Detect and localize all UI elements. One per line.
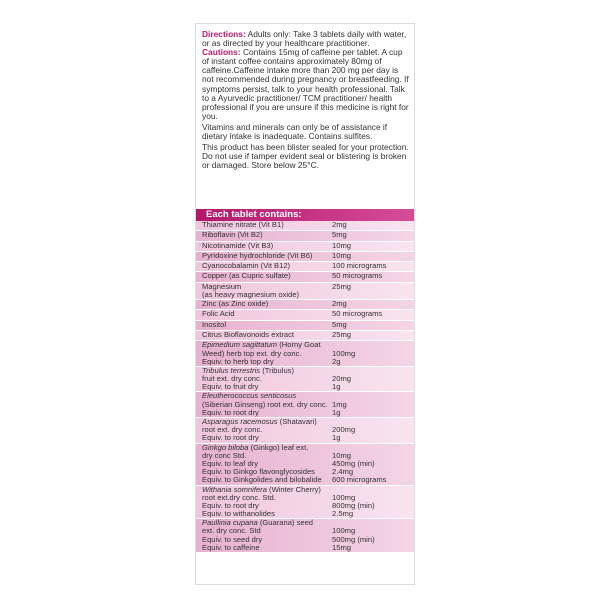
directions-label: Directions: xyxy=(202,29,246,39)
ingredient-line: ext. dry conc. Std xyxy=(202,526,261,536)
ingredient-name xyxy=(196,283,332,299)
amount-line: 200mg xyxy=(332,425,356,435)
table-row xyxy=(196,444,414,486)
amount-line: 1g xyxy=(332,407,341,417)
ingredient-line: Equiv. to root dry xyxy=(202,407,259,417)
ingredient-line: fruit ext. dry conc. xyxy=(202,374,262,384)
product-label-panel xyxy=(195,23,415,585)
amount-line: 450mg (min) xyxy=(332,458,375,468)
amount-line: 100mg xyxy=(332,348,356,358)
ingredient-line: Equiv. to withanolides xyxy=(202,509,275,519)
ingredient-line: Equiv. to Ginkgo flavonglycosides xyxy=(202,467,315,477)
ingredient-amount: 25mg xyxy=(332,330,351,340)
ingredient-line: dry conc Std. xyxy=(202,450,247,460)
ingredient-name: Riboflavin (Vit B2) xyxy=(202,230,263,240)
table-row xyxy=(196,367,414,393)
table-row xyxy=(196,418,414,444)
cautions-text: Contains 15mg of caffeine per tablet. A cup of instant coffee contains approximately 80mg of caffeine.Caffeine intake more than 200 mg per day is not recommended during pregnancy or breastfeeding. If symptoms persist, talk to your health professional. Talk to a Ayurvedic practitioner/ TCM practitioner/ health professional if you are unsure if this medicine is right for you. xyxy=(202,47,409,121)
common-name: (Shatavari) xyxy=(277,417,317,427)
ingredient-amount xyxy=(332,341,414,366)
ingredient-name: Copper (as Cupric sulfate) xyxy=(202,271,291,281)
amount-line: 500mg (min) xyxy=(332,534,375,544)
ingredient-name: Folic Acid xyxy=(202,309,235,319)
table-row xyxy=(196,392,414,418)
ingredient-line: Equiv. to fruit dry xyxy=(202,382,259,392)
ingredient-name xyxy=(196,392,332,417)
ingredient-amount xyxy=(332,418,414,443)
ingredients-table xyxy=(196,209,414,553)
ingredient-name: Nicotinamide (Vit B3) xyxy=(202,240,274,250)
common-name: (Ginkgo) leaf ext. xyxy=(248,442,309,452)
ingredient-amount xyxy=(332,367,414,392)
ingredient-name xyxy=(196,444,332,485)
ingredient-amount: 5mg xyxy=(332,319,347,329)
common-name: (Winter Cherry) xyxy=(266,484,321,494)
ingredient-line: Equiv. to leaf dry xyxy=(202,458,258,468)
latin-name: Tribulus terrestris xyxy=(202,365,261,375)
ingredient-amount xyxy=(332,444,414,485)
ingredient-amount xyxy=(332,392,414,417)
ingredient-line: Equiv. to caffeine xyxy=(202,542,260,552)
amount-line: 10mg xyxy=(332,450,351,460)
ingredient-name: Zinc (as Zinc oxide) xyxy=(202,299,269,309)
common-name: (Horny Goat xyxy=(277,340,321,350)
ingredient-amount: 25mg xyxy=(332,281,351,291)
table-header: Each tablet contains: xyxy=(196,209,414,221)
ingredient-name: Citrus Bioflavonoids extract xyxy=(202,330,295,340)
ingredient-amount: 50 micrograms xyxy=(332,271,383,281)
ingredient-name xyxy=(196,341,332,366)
ingredient-amount: 2mg xyxy=(332,220,347,229)
ingredient-name: Thiamine nitrate (Vit B1) xyxy=(202,220,284,229)
table-row xyxy=(196,486,414,520)
ingredient-amount: 10mg xyxy=(332,250,351,260)
amount-line: 1g xyxy=(332,433,341,443)
ingredient-line: (as heavy magnesium oxide) xyxy=(202,289,300,299)
directions-text: Adults only: Take 3 tablets daily with water, or as directed by your healthcare practitioner. xyxy=(202,29,407,49)
ingredient-amount: 50 micrograms xyxy=(332,309,383,319)
amount-line: 2.5mg xyxy=(332,509,354,519)
ingredient-line: Equiv. to Ginkgolides and bilobalide xyxy=(202,475,322,485)
ingredient-amount xyxy=(332,519,414,552)
table-row xyxy=(196,519,414,553)
ingredient-name: Inositol xyxy=(202,319,227,329)
ingredient-line: Equiv. to seed dry xyxy=(202,534,263,544)
ingredient-amount: 2mg xyxy=(332,299,347,309)
cautions-paragraph xyxy=(202,48,410,121)
ingredient-line: root ext. dry conc. xyxy=(202,425,263,435)
ingredient-line: root ext.dry conc. Std. xyxy=(202,492,276,502)
latin-name: Paullinia cupana xyxy=(202,518,258,528)
ingredient-name xyxy=(196,519,332,552)
ingredient-name xyxy=(196,367,332,392)
table-row xyxy=(196,283,414,300)
ingredient-amount: 100 micrograms xyxy=(332,261,387,271)
amount-line: 2.4mg xyxy=(332,467,354,477)
amount-line: 100mg xyxy=(332,526,356,536)
directions-section xyxy=(202,30,410,172)
vitamins-note: Vitamins and minerals can only be of assistance if dietary intake is inadequate. Contains sulfites. xyxy=(202,121,388,142)
amount-line: 2g xyxy=(332,356,341,366)
ingredient-name: Cyanocobalamin (Vit B12) xyxy=(202,261,291,271)
ingredient-line: Equiv. to herb top dry xyxy=(202,356,274,366)
amount-line: 100mg xyxy=(332,492,356,502)
ingredient-line: Equiv. to root dry xyxy=(202,500,259,510)
ingredient-amount: 10mg xyxy=(332,240,351,250)
directions-paragraph xyxy=(202,30,410,48)
ingredient-line: (Siberian Ginseng) root ext. dry conc. xyxy=(202,399,328,409)
latin-name: Epimedium sagittatum xyxy=(202,340,278,350)
amount-line: 600 micrograms xyxy=(332,475,387,485)
ingredient-name xyxy=(196,418,332,443)
latin-name: Asparagus racemosus xyxy=(202,417,278,427)
ingredient-amount xyxy=(332,486,414,519)
blister-note: This product has been blister sealed for your protection. Do not use if tamper evident seal or blistering is broken or damaged. Store below 25°C. xyxy=(202,142,409,171)
amount-line: 15mg xyxy=(332,542,351,552)
ingredient-amount: 5mg xyxy=(332,230,347,240)
ingredient-line: Weed) herb top ext. dry conc. xyxy=(202,348,302,358)
amount-line: 20mg xyxy=(332,374,351,384)
common-name: (Guarana) seed xyxy=(257,518,314,528)
cautions-label: Cautions: xyxy=(202,47,241,58)
ingredient-line: Magnesium xyxy=(202,281,242,291)
table-row xyxy=(196,341,414,367)
ingredient-name: Pyridoxine hydrochloride (Vit B6) xyxy=(202,250,313,260)
latin-name: Eleutherococcus senticosus xyxy=(202,391,297,401)
amount-line: 1g xyxy=(332,382,341,392)
table-row xyxy=(196,310,414,320)
ingredient-line: Equiv. to root dry xyxy=(202,433,259,443)
amount-line: 1mg xyxy=(332,399,347,409)
ingredient-name xyxy=(196,486,332,519)
latin-name: Withania somnifera xyxy=(202,484,267,494)
latin-name: Ginkgo biloba xyxy=(202,442,249,452)
common-name: (Tribulus) xyxy=(260,365,294,375)
amount-line: 800mg (min) xyxy=(332,500,375,510)
